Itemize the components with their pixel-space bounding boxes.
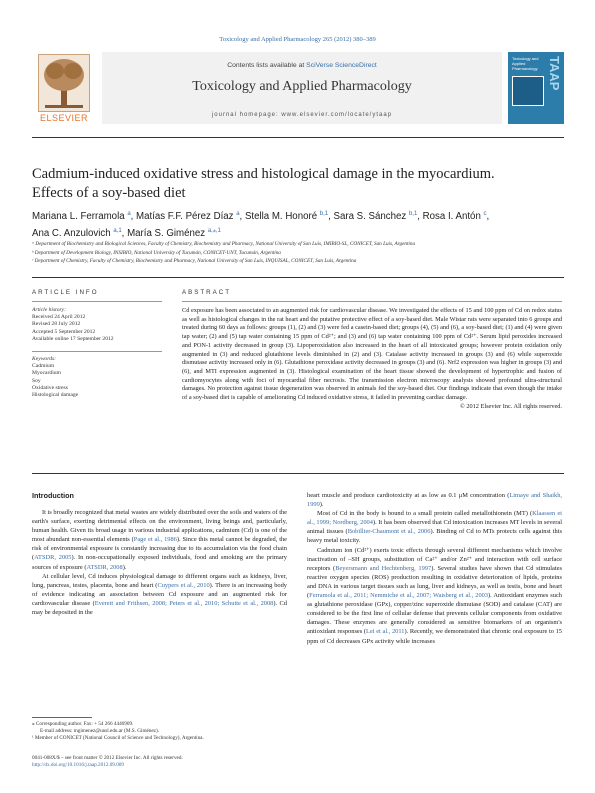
author[interactable]: Ana C. Anzulovich [32,228,111,240]
text-run: ). In non-occupationally exposed individuals, food and smoking are the primary sources of exposure ( [32,554,287,571]
text-run: ). Antioxidant enzymes such as glutathione peroxidase (GPx), copper/zinc superoxide dismutase (SOD) and catalase (CAT) are considered to be the first line of cellular defense that prevents cellular components from oxidative damages. These enzymes are generally considered as sensitive biomarkers of an organism's antioxidant responses ( [307,592,562,636]
cover-logo: TAAP [547,56,562,91]
text-run: ). [122,563,127,571]
text-run: ). Several studies have shown that Cd stimulates reactive oxygen species (ROS) production resulting in oxidative deterioration of lipids, proteins and DNA in various target tissues such as lung, liver and kidneys, as well as testis, bone and heart ( [307,564,562,600]
copyright: © 2012 Elsevier Inc. All rights reserved. [459,402,562,410]
doi-link[interactable]: http://dx.doi.org/10.1016/j.taap.2012.09.009 [32,762,124,768]
history-label: Article history: [32,307,67,313]
reference-link[interactable]: Everett and Frithsen, 2008; Peters et al., 2010; Schutte et al., 2008 [94,599,274,607]
keywords-label: Keywords: [32,351,162,363]
footnote-email[interactable]: E-mail address: mgimenez@unsl.edu.ar (M.S. Giménez). [40,728,160,734]
article-title [32,165,562,203]
author-affil: a [236,211,240,217]
text-run: ). Cd may be deposited in the [32,599,287,617]
abstract-bottom-divider [32,473,564,474]
reference-link[interactable]: Ferramola et al., 2011; Nemmiche et al., 2007; Waisberg et al., 2003 [309,592,489,600]
keyword: Soy [32,377,41,384]
paragraph [307,546,562,646]
text-run: ). Since this metal cannot be degraded, the risk of environmental exposure is constantly increasing due to its accumulation via the food chain ( [32,536,287,562]
author-affil: a [127,211,131,217]
affiliation-divider [32,277,564,278]
author[interactable]: Sara S. Sánchez [333,211,407,223]
cover-title: Toxicology and Applied Pharmacology [512,56,539,71]
text-run: It is broadly recognized that metal wastes are widely distributed over the soils and waters of the earth's surface, exerting detrimental effects on the environment, living beings and, particularly, human health. Given its broad usage in various industrial applications, cadmium (Cd) is one of the most abundant non-essential elements ( [32,509,287,544]
title-line-1: Cadmium-induced oxidative stress and histological damage in the myocardium. [32,166,495,182]
abstract-divider [182,301,562,302]
author[interactable]: María S. Giménez [127,228,206,240]
text-run: ). Binding of Cd to MTs protects cells against this heavy metal toxicity. [307,528,563,545]
keyword: Myocardium [32,370,61,377]
reference-link[interactable]: Limaye and Shaikh, 1999 [307,492,562,509]
reference-link[interactable]: Cuypers et al., 2010 [157,581,210,589]
author[interactable]: Stella M. Honoré [244,211,318,223]
footnote-divider [32,717,92,718]
history-revised: Revised 28 July 2012 [32,321,81,328]
paragraph [32,508,287,572]
text-run: Cadmium ion (Cd²⁺) exerts toxic effects through several different mechanisms which involve inactivation of –SH groups, substitution of Ca²⁺ and/or Zn²⁺ and interaction with cell surface receptors ( [307,546,562,572]
reference-link[interactable]: Bobillier-Chaumont et al., 2006 [347,528,431,536]
info-divider [32,301,162,302]
section-heading-introduction: Introduction [32,491,74,500]
affiliation-c: ᶜ Department of Chemistry, Faculty of Chemistry, Biochemistry and Pharmacy, National University of San Luis, INQUISAL, CONICET, San Luis, Argentina [32,258,357,264]
text-run: At cellular level, Cd induces physiological damage to different organs such as kidneys, liver, lung, pancreas, testes, placenta, bone and heart ( [32,572,287,589]
reference-link[interactable]: ATSDR, 2005 [34,554,72,562]
author-affil: c [483,211,487,217]
author-list: Mariana L. Ferramola $^a$, Matías F.F. Pérez Díaz $^a$, Stella M. Honoré $^{b,1}$, Sara S. Sánchez $^{b,1}$, Rosa I. Antón $^c$, Ana C. Anzulovich $^{a,1}$, María S. Giménez $^{a,⁎,1}$ [32,211,490,240]
history-online: Available online 17 September 2012 [32,335,114,342]
issn-line: 0041-008X/$ – see front matter © 2012 Elsevier Inc. All rights reserved. [32,755,183,761]
text-run: heart muscle and produce cardiotoxicity at as low as 0.1 μM concentration ( [307,492,510,499]
reference-link[interactable]: ATSDR, 2008 [86,563,123,571]
paragraph [307,491,562,509]
text-run: ). Recently, we demonstrated that chronic oral exposure to 15 ppm of Cd decreases GPx activity while increases [307,628,562,645]
author-affil: a,1 [113,228,122,235]
page-footer [32,755,287,769]
elsevier-logo [32,52,94,124]
paragraph [32,572,287,617]
author[interactable]: Rosa I. Antón [422,211,481,223]
journal-cover-image [508,52,564,124]
history-received: Received 24 April 2012 [32,314,86,321]
body-column-left [32,508,287,617]
journal-homepage[interactable]: journal homepage: www.elsevier.com/locate/ytaap [211,112,393,118]
text-run: ). There is an increasing body of evidence indicating an association between Cd exposure and an augmented risk for cardiovascular disease ( [32,581,287,607]
contents-prefix: Contents lists available at [227,62,307,69]
text-run: ). [319,501,324,509]
abstract-text: Cd exposure has been associated to an augmented risk for cardiovascular disease. We investigated the effects of 15 and 100 ppm of Cd on redox status as well as histological changes in the rat heart and the putative protective effect of a soy-based diet. Male Wistar rats were separated into 6 groups and treated during 60 days as follows: groups (1), (2) and (3) were fed a casein-based diet; groups (4), (5) and (6), a soy-based diet; (1) and (4) were given tap water; (2) and (5) tap water containing 15 ppm of Cd²⁺; and (3) and (6) tap water containing 100 ppm of Cd²⁺. Serum lipid peroxides increased and PON-1 activity decreased in group (3). Lipoperoxidation also increased in the heart of all intoxicated groups; however protein oxidation only augmented in (3) and reduced glutathione levels diminished in (2) and (3). Catalase activity increased in groups (3) and (6) while superoxide dismutase activity increased only in (6). Glutathione peroxidase activity decreased in groups (3) and (6). Nrf2 expression was higher in groups (3) and (6), and MTI expression augmented in (3). Histological examination of the heart tissue showed the development of hypertrophic and fusion of cardiomyocytes along with foci of myocardial fiber necrosis. The transmission electron microscopy analysis showed profound ultra-structural damages. No protection against tissue degeneration was observed in animals fed the soy-based diet. Our findings indicate that even though the intake of a soy-based diet is capable of ameliorating Cd induced oxidative stress, it failed in preventing cardiac damage. [182,307,562,402]
reference-link[interactable]: Klaassen et al., 1999; Nordberg, 2004 [307,510,562,527]
history-accepted: Accepted 5 September 2012 [32,328,96,335]
author[interactable]: Matías F.F. Pérez Díaz [136,211,234,223]
reference-link[interactable]: Beyersmann and Hechtenberg, 1997 [335,564,432,572]
journal-banner [32,52,564,130]
text-run: ). It has been observed that Cd intoxication increases MT levels in several animal tissues ( [307,519,562,536]
keyword: Cadmium [32,363,55,370]
elsevier-tree-icon [38,54,90,112]
body-column-right [307,491,562,646]
article-info [32,307,162,399]
affiliation-a: ᵃ Department of Biochemistry and Biological Sciences, Faculty of Chemistry, Biochemistry and Pharmacy, National University of San Luis, IMIBIO-SL, CONICET, San Luis, Argentina [32,241,416,247]
article-info-heading: ARTICLE INFO [32,289,99,296]
reference-link[interactable]: Page et al., 1986 [133,536,177,544]
cover-artwork [512,76,544,106]
publisher-name: ELSEVIER [39,113,89,123]
author-affil: b,1 [408,211,418,217]
text-run: Most of Cd in the body is bound to a small protein called metallothionein (MT) ( [317,510,533,518]
footnote-member: ¹ Member of CONICET (National Council of Science and Technology), Argentina. [32,735,204,741]
reference-link[interactable]: Lei et al., 2011 [366,628,405,636]
footnote-corresponding: ⁎ Corresponding author. Fax: + 54 266 4446909. [32,721,134,727]
keyword: Histological damage [32,392,79,399]
paragraph [307,509,562,545]
author[interactable]: Mariana L. Ferramola [32,211,125,223]
sciencedirect-link[interactable]: SciVerse ScienceDirect [306,62,377,69]
abstract-body [182,307,562,411]
header-divider [32,137,564,138]
affiliations [32,240,562,266]
keyword: Oxidative stress [32,384,68,391]
journal-citation: Toxicology and Applied Pharmacology 265 (2012) 380–389 [219,36,376,43]
title-line-2: Effects of a soy-based diet [32,185,186,201]
author-affil: b,1 [319,211,329,217]
contents-line [102,62,502,69]
footnotes [32,721,287,742]
journal-masthead [102,52,502,124]
author-affil: a,⁎,1 [207,228,221,235]
journal-title: Toxicology and Applied Pharmacology [192,79,412,94]
abstract-heading: ABSTRACT [182,289,232,296]
affiliation-b: ᵇ Department of Development Biology, INSIBIO, National University of Tucumán, CONICET-UNT, Tucumán, Argentina [32,249,281,256]
